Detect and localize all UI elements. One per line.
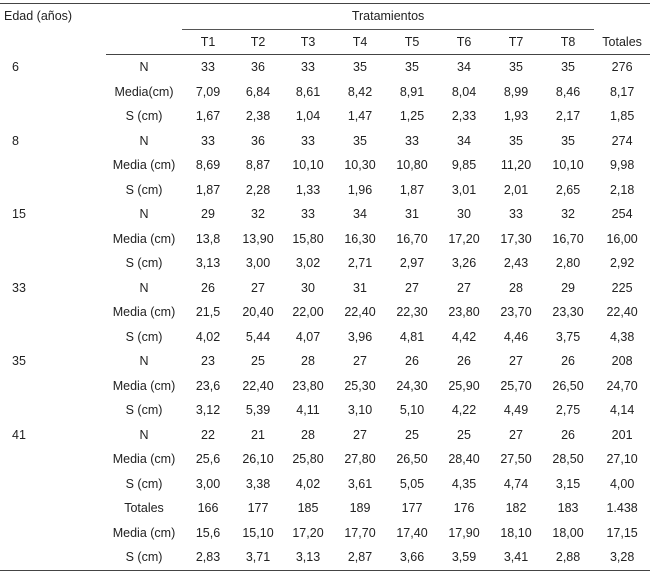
table-row: [0, 325, 650, 350]
value-cell: 1,93: [503, 109, 529, 123]
value-cell: 2,33: [451, 109, 477, 123]
table-row: [0, 423, 650, 448]
table-row: [0, 447, 650, 472]
stat-cell: S (cm): [125, 109, 163, 123]
stat-cell: N: [139, 280, 149, 295]
total-cell: 274: [611, 133, 633, 148]
value-cell: 28: [301, 427, 315, 442]
total-cell: 4,38: [609, 329, 635, 344]
total-cell: 4,14: [609, 403, 635, 417]
stat-cell: Media (cm): [112, 525, 176, 540]
value-cell: 35: [509, 133, 523, 148]
total-cell: 4,00: [609, 476, 635, 491]
table-row: [0, 227, 650, 252]
stat-cell: Media (cm): [112, 305, 176, 319]
treatment-header: T2: [234, 30, 282, 55]
value-cell: 29: [201, 207, 215, 221]
value-cell: 22,40: [242, 378, 274, 393]
value-cell: 189: [349, 501, 371, 515]
totales-header: Totales: [594, 30, 650, 55]
value-cell: 4,74: [503, 476, 529, 491]
edad-cell: [0, 447, 106, 472]
value-cell: 3,13: [282, 545, 334, 570]
value-cell: 2,71: [347, 256, 373, 270]
table-row: [0, 251, 650, 276]
value-cell: 3,75: [555, 329, 581, 344]
edad-cell: 35: [12, 354, 26, 368]
table-row: [0, 521, 650, 546]
value-cell: 28: [301, 354, 315, 368]
blank-header: [106, 4, 182, 30]
value-cell: 5,10: [399, 403, 425, 417]
total-cell: 225: [611, 280, 633, 295]
value-cell: 10,10: [292, 158, 324, 172]
total-cell: 17,15: [606, 525, 638, 540]
stat-cell: N: [139, 207, 149, 221]
value-cell: 34: [353, 207, 367, 221]
value-cell: 25,80: [292, 452, 324, 466]
value-cell: 15,80: [292, 231, 324, 246]
value-cell: 3,15: [555, 476, 581, 491]
value-cell: 17,30: [500, 231, 532, 246]
data-table: [0, 4, 650, 571]
value-cell: 35: [405, 60, 419, 74]
edad-cell: [0, 104, 106, 129]
value-cell: 33: [201, 60, 215, 74]
total-cell: 276: [611, 60, 633, 74]
edad-cell: [0, 545, 106, 570]
value-cell: 4,49: [503, 403, 529, 417]
value-cell: 32: [561, 207, 575, 221]
value-cell: 18,10: [500, 525, 532, 540]
value-cell: 4,42: [451, 329, 477, 344]
value-cell: 8,04: [451, 84, 477, 99]
value-cell: 13,8: [195, 231, 221, 246]
value-cell: 6,84: [245, 84, 271, 99]
treatment-header: T5: [386, 30, 438, 55]
value-cell: 16,70: [552, 231, 584, 246]
value-cell: 23,80: [448, 305, 480, 319]
value-cell: 35: [353, 60, 367, 74]
value-cell: 1,96: [347, 182, 373, 197]
value-cell: 27,50: [500, 452, 532, 466]
value-cell: 2,75: [555, 403, 581, 417]
value-cell: 13,90: [242, 231, 274, 246]
value-cell: 23,6: [195, 378, 221, 393]
total-cell: 1.438: [606, 501, 638, 515]
value-cell: 2,28: [245, 182, 271, 197]
value-cell: 25,90: [448, 378, 480, 393]
value-cell: 185: [297, 501, 319, 515]
stat-cell: Media (cm): [112, 378, 176, 393]
value-cell: 7,09: [195, 84, 221, 99]
value-cell: 33: [301, 133, 315, 148]
value-cell: 11,20: [500, 158, 532, 172]
value-cell: 183: [557, 501, 579, 515]
value-cell: 25: [405, 427, 419, 442]
stat-cell: Media (cm): [112, 452, 176, 466]
total-cell: 3,28: [594, 545, 650, 570]
total-cell: 2,92: [609, 256, 635, 270]
value-cell: 176: [453, 501, 475, 515]
table-row: [0, 55, 650, 80]
value-cell: 28,40: [448, 452, 480, 466]
stat-cell: N: [139, 60, 149, 74]
stat-cell: N: [139, 133, 149, 148]
value-cell: 2,38: [245, 109, 271, 123]
value-cell: 1,25: [399, 109, 425, 123]
value-cell: 3,38: [245, 476, 271, 491]
table-row: [0, 374, 650, 399]
value-cell: 23,30: [552, 305, 584, 319]
value-cell: 27: [509, 427, 523, 442]
value-cell: 8,46: [555, 84, 581, 99]
value-cell: 16,30: [344, 231, 376, 246]
edad-header: Edad (años): [4, 9, 73, 23]
stat-cell: Media(cm): [114, 84, 174, 99]
value-cell: 2,80: [555, 256, 581, 270]
treatment-header: T7: [490, 30, 542, 55]
stat-cell: N: [139, 354, 149, 368]
value-cell: 31: [353, 280, 367, 295]
value-cell: 17,20: [292, 525, 324, 540]
edad-cell: [0, 472, 106, 497]
value-cell: 1,87: [195, 182, 221, 197]
value-cell: 25: [251, 354, 265, 368]
stat-cell: N: [139, 427, 149, 442]
value-cell: 26: [405, 354, 419, 368]
value-cell: 2,17: [555, 109, 581, 123]
value-cell: 15,6: [195, 525, 221, 540]
value-cell: 27: [457, 280, 471, 295]
treatment-header: T6: [438, 30, 490, 55]
value-cell: 4,02: [295, 476, 321, 491]
table-row: [0, 153, 650, 178]
value-cell: 8,99: [503, 84, 529, 99]
value-cell: 34: [457, 60, 471, 74]
value-cell: 28: [509, 280, 523, 295]
value-cell: 17,70: [344, 525, 376, 540]
edad-cell: 33: [12, 280, 26, 295]
edad-cell: [0, 80, 106, 105]
value-cell: 22,40: [344, 305, 376, 319]
value-cell: 2,83: [182, 545, 234, 570]
value-cell: 177: [247, 501, 269, 515]
value-cell: 8,61: [295, 84, 321, 99]
edad-cell: 6: [12, 59, 19, 74]
value-cell: 27: [251, 280, 265, 295]
value-cell: 36: [251, 133, 265, 148]
total-cell: 208: [611, 354, 633, 368]
value-cell: 17,90: [448, 525, 480, 540]
value-cell: 2,97: [399, 256, 425, 270]
tratamientos-header: Tratamientos: [182, 4, 594, 30]
value-cell: 3,61: [347, 476, 373, 491]
value-cell: 8,69: [195, 158, 221, 172]
value-cell: 10,10: [552, 158, 584, 172]
value-cell: 35: [561, 133, 575, 148]
treatment-header: T4: [334, 30, 386, 55]
value-cell: 26,50: [396, 452, 428, 466]
value-cell: 182: [505, 501, 527, 515]
value-cell: 26,10: [242, 452, 274, 466]
value-cell: 34: [457, 133, 471, 148]
value-cell: 22: [201, 427, 215, 442]
edad-cell: [0, 521, 106, 546]
edad-cell: [0, 496, 106, 521]
total-cell: 2,18: [609, 182, 635, 197]
value-cell: 22,00: [292, 305, 324, 319]
table-row: [0, 276, 650, 301]
stat-cell: S (cm): [125, 403, 163, 417]
value-cell: 17,20: [448, 231, 480, 246]
total-cell: 16,00: [606, 231, 638, 246]
edad-cell: [0, 227, 106, 252]
value-cell: 22,30: [396, 305, 428, 319]
stat-cell: Totales: [124, 501, 164, 515]
value-cell: 30: [301, 280, 315, 295]
edad-cell: [0, 300, 106, 325]
stat-cell: Media (cm): [112, 231, 176, 246]
value-cell: 1,87: [399, 182, 425, 197]
value-cell: 1,47: [347, 109, 373, 123]
value-cell: 8,87: [245, 158, 271, 172]
value-cell: 3,59: [438, 545, 490, 570]
value-cell: 3,00: [195, 476, 221, 491]
value-cell: 25,70: [500, 378, 532, 393]
value-cell: 26: [561, 354, 575, 368]
value-cell: 4,46: [503, 329, 529, 344]
edad-cell: 8: [12, 133, 19, 148]
value-cell: 5,44: [245, 329, 271, 344]
treatment-header: T1: [182, 30, 234, 55]
value-cell: 5,05: [399, 476, 425, 491]
blank-header-right: [594, 4, 650, 30]
value-cell: 27,80: [344, 452, 376, 466]
value-cell: 21: [251, 427, 265, 442]
total-cell: 9,98: [609, 158, 635, 172]
value-cell: 4,35: [451, 476, 477, 491]
value-cell: 3,71: [234, 545, 282, 570]
value-cell: 23: [201, 354, 215, 368]
stat-cell: S (cm): [125, 329, 163, 344]
value-cell: 25,6: [195, 452, 221, 466]
value-cell: 8,42: [347, 84, 373, 99]
value-cell: 32: [251, 207, 265, 221]
value-cell: 4,07: [295, 329, 321, 344]
value-cell: 9,85: [451, 158, 477, 172]
value-cell: 23,70: [500, 305, 532, 319]
value-cell: 10,30: [344, 158, 376, 172]
value-cell: 1,04: [295, 109, 321, 123]
table-row: [0, 398, 650, 423]
value-cell: 26,50: [552, 378, 584, 393]
value-cell: 35: [353, 133, 367, 148]
value-cell: 3,13: [195, 256, 221, 270]
edad-cell: [0, 251, 106, 276]
value-cell: 2,88: [542, 545, 594, 570]
value-cell: 31: [405, 207, 419, 221]
stat-cell: S (cm): [125, 182, 163, 197]
table-row: [0, 545, 650, 570]
value-cell: 1,67: [195, 109, 221, 123]
value-cell: 24,30: [396, 378, 428, 393]
value-cell: 10,80: [396, 158, 428, 172]
value-cell: 26: [457, 354, 471, 368]
value-cell: 177: [401, 501, 423, 515]
value-cell: 17,40: [396, 525, 428, 540]
value-cell: 4,11: [296, 403, 320, 417]
value-cell: 3,41: [490, 545, 542, 570]
value-cell: 3,10: [347, 403, 373, 417]
stat-header: [106, 30, 182, 55]
value-cell: 25,30: [344, 378, 376, 393]
stat-cell: S (cm): [125, 476, 163, 491]
value-cell: 28,50: [552, 452, 584, 466]
value-cell: 33: [201, 133, 215, 148]
value-cell: 33: [301, 60, 315, 74]
edad-cell: 41: [12, 427, 26, 442]
value-cell: 2,43: [503, 256, 529, 270]
value-cell: 2,01: [503, 182, 529, 197]
value-cell: 27: [353, 354, 367, 368]
value-cell: 18,00: [552, 525, 584, 540]
stat-cell: Media (cm): [112, 158, 176, 172]
edad-cell: [0, 398, 106, 423]
total-cell: 27,10: [606, 452, 638, 466]
treatment-header: T8: [542, 30, 594, 55]
stat-cell: S (cm): [106, 545, 182, 570]
value-cell: 3,00: [245, 256, 271, 270]
value-cell: 4,81: [399, 329, 425, 344]
value-cell: 3,02: [295, 256, 321, 270]
value-cell: 4,22: [451, 403, 477, 417]
value-cell: 2,87: [334, 545, 386, 570]
value-cell: 2,65: [555, 182, 581, 197]
value-cell: 27: [353, 427, 367, 442]
value-cell: 3,26: [451, 256, 477, 270]
value-cell: 15,10: [242, 525, 274, 540]
value-cell: 3,01: [451, 182, 477, 197]
table-row: [0, 202, 650, 227]
table-row: [0, 349, 650, 374]
value-cell: 33: [301, 207, 315, 221]
edad-cell: [0, 153, 106, 178]
value-cell: 3,12: [195, 403, 221, 417]
table-body: [0, 55, 650, 571]
value-cell: 33: [405, 133, 419, 148]
edad-cell: [0, 374, 106, 399]
edad-cell: [0, 178, 106, 203]
value-cell: 35: [509, 60, 523, 74]
table-row: [0, 129, 650, 154]
value-cell: 33: [509, 207, 523, 221]
value-cell: 25: [457, 427, 471, 442]
value-cell: 3,66: [386, 545, 438, 570]
value-cell: 26: [561, 427, 575, 442]
value-cell: 29: [561, 280, 575, 295]
value-cell: 16,70: [396, 231, 428, 246]
table-row: [0, 104, 650, 129]
total-cell: 254: [611, 207, 633, 221]
total-cell: 201: [611, 427, 633, 442]
total-cell: 1,85: [609, 109, 635, 123]
value-cell: 20,40: [242, 305, 274, 319]
table-row: [0, 472, 650, 497]
table-row: [0, 80, 650, 105]
total-cell: 24,70: [606, 378, 638, 393]
value-cell: 36: [251, 60, 265, 74]
edad-cell: [0, 325, 106, 350]
value-cell: 27: [509, 354, 523, 368]
value-cell: 27: [405, 280, 419, 295]
value-cell: 35: [561, 60, 575, 74]
stat-cell: S (cm): [125, 256, 163, 270]
table-row: [0, 178, 650, 203]
table-row: [0, 496, 650, 521]
value-cell: 5,39: [245, 403, 271, 417]
total-cell: 22,40: [606, 305, 638, 319]
table-row: [0, 300, 650, 325]
value-cell: 21,5: [195, 305, 221, 319]
value-cell: 26: [201, 280, 215, 295]
value-cell: 8,91: [399, 84, 425, 99]
treatment-header: T3: [282, 30, 334, 55]
value-cell: 166: [197, 501, 219, 515]
total-cell: 8,17: [609, 84, 635, 99]
value-cell: 4,02: [195, 329, 221, 344]
edad-cell: 15: [12, 207, 26, 221]
value-cell: 23,80: [292, 378, 324, 393]
value-cell: 3,96: [347, 329, 373, 344]
value-cell: 30: [457, 207, 471, 221]
value-cell: 1,33: [295, 182, 321, 197]
